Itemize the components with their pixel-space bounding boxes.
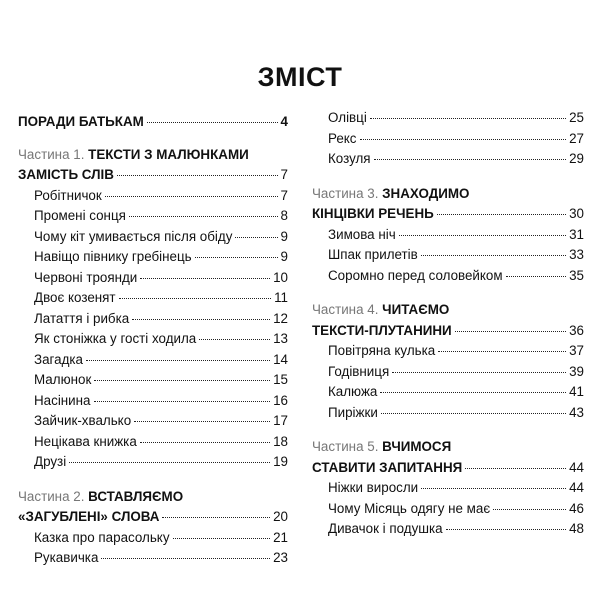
toc-entry-title: Шпак прилетів xyxy=(328,247,418,262)
toc-entry xyxy=(18,370,288,391)
toc-entry-title: Олівці xyxy=(328,110,367,125)
page-title: ЗМІСТ xyxy=(257,62,343,92)
toc-entry-page: 7 xyxy=(280,187,288,203)
toc-entry-page: 35 xyxy=(569,267,584,283)
toc-entry-page: 17 xyxy=(273,413,288,428)
toc-entry-title: Загадка xyxy=(34,351,83,367)
dot-leader xyxy=(129,216,278,217)
toc-entry xyxy=(312,382,584,403)
dot-leader xyxy=(392,372,566,373)
toc-entry-title: Чому кіт умивається після обіду xyxy=(34,228,233,244)
toc-entry xyxy=(312,478,584,499)
toc-entry-title: Ніжки виросли xyxy=(328,480,419,495)
toc-entry xyxy=(18,227,288,248)
toc-entry xyxy=(18,548,288,569)
toc-entry xyxy=(312,341,584,362)
dot-leader xyxy=(438,351,566,352)
part-heading-line2: СТАВИТИ ЗАПИТАННЯ 44 xyxy=(312,459,584,475)
dot-leader xyxy=(455,331,566,332)
toc-entry xyxy=(18,309,288,330)
dot-leader xyxy=(493,509,566,510)
toc-entry-page: 14 xyxy=(273,351,288,367)
part-heading: Частина 5. ВЧИМОСЯ xyxy=(312,439,452,454)
toc-entry-title: Пиріжки xyxy=(328,404,378,420)
continued-list xyxy=(312,108,584,170)
dot-leader xyxy=(119,298,272,299)
part5-list xyxy=(312,478,584,540)
toc-entry-title: Калюжа xyxy=(328,384,378,399)
dot-leader xyxy=(134,421,270,422)
part-heading: Частина 2. ВСТАВЛЯЄМО xyxy=(18,488,184,504)
dot-leader xyxy=(117,175,278,176)
toc-entry-title: Зимова ніч xyxy=(328,226,396,242)
dot-leader xyxy=(195,257,278,258)
toc-entry-page: 25 xyxy=(569,110,584,125)
toc-entry-page: 12 xyxy=(273,310,288,326)
toc-entry xyxy=(312,362,584,383)
dot-leader xyxy=(147,122,278,123)
toc-entry-title: Козуля xyxy=(328,151,371,166)
toc-entry-page: 9 xyxy=(280,249,288,264)
dot-leader xyxy=(140,442,270,443)
toc-entry-title: Малюнок xyxy=(34,372,92,387)
toc-entry-title: Друзі xyxy=(34,454,67,469)
toc-entry xyxy=(18,452,288,473)
dot-leader xyxy=(101,558,270,559)
toc-entry xyxy=(18,206,288,227)
toc-entry-title: Казка про парасольку xyxy=(34,529,170,545)
dot-leader xyxy=(235,237,277,238)
part-heading: Частина 4. ЧИТАЄМО xyxy=(312,302,450,317)
toc-column-left xyxy=(18,108,288,569)
toc-entry-page: 23 xyxy=(273,550,288,565)
toc-entry xyxy=(18,528,288,549)
dot-leader xyxy=(380,392,566,393)
part4-list xyxy=(312,341,584,423)
toc-entry xyxy=(312,245,584,266)
toc-entry-page: 11 xyxy=(274,290,288,305)
toc-entry-title: Зайчик-хвалько xyxy=(34,413,132,428)
toc-entry xyxy=(312,519,584,540)
dot-leader xyxy=(94,401,271,402)
toc-column-right xyxy=(312,108,584,540)
dot-leader xyxy=(162,517,270,518)
part-heading: Частина 3. ЗНАХОДИМО xyxy=(312,185,470,201)
toc-entry-title: Чому Місяць одягу не має xyxy=(328,500,491,516)
toc-entry-title: Годівниця xyxy=(328,363,390,379)
toc-entry xyxy=(18,247,288,268)
toc-entry-page: 48 xyxy=(569,521,584,536)
toc-entry-title: Як стоніжка у гості ходила xyxy=(34,331,197,346)
dot-leader xyxy=(94,380,270,381)
part-heading-line2: «ЗАГУБЛЕНІ» СЛОВА 20 xyxy=(18,509,288,524)
toc-entry-page: 44 xyxy=(569,480,584,495)
toc-entry-title: Робітничок xyxy=(34,187,102,203)
dot-leader xyxy=(465,468,566,469)
toc-entry-page: 46 xyxy=(569,500,584,516)
toc-entry-title: Латаття і рибка xyxy=(34,310,130,326)
toc-entry xyxy=(18,329,288,350)
part2-list xyxy=(18,528,288,569)
toc-entry-page: 16 xyxy=(273,392,288,408)
toc-entry xyxy=(18,391,288,412)
toc-entry-page: 27 xyxy=(569,130,584,146)
dot-leader xyxy=(381,413,566,414)
toc-entry-page: 31 xyxy=(569,226,584,242)
toc-entry xyxy=(312,225,584,246)
part3-list xyxy=(312,225,584,287)
toc-entry-page: 21 xyxy=(273,529,288,545)
toc-entry-page: 37 xyxy=(569,343,584,358)
dot-leader xyxy=(132,319,270,320)
dot-leader xyxy=(360,139,567,140)
dot-leader xyxy=(437,214,566,215)
part-heading-line2: КІНЦІВКИ РЕЧЕНЬ 30 xyxy=(312,206,584,221)
toc-entry-title: Соромно перед соловейком xyxy=(328,267,503,283)
toc-entry-title: Рукавичка xyxy=(34,550,99,565)
toc-entry xyxy=(312,403,584,424)
toc-entry-page: 15 xyxy=(273,372,288,387)
toc-entry-page: 9 xyxy=(280,228,288,244)
dot-leader xyxy=(140,278,270,279)
dot-leader xyxy=(421,488,566,489)
part1-list xyxy=(18,186,288,473)
toc-entry xyxy=(18,186,288,207)
dot-leader xyxy=(374,159,567,160)
toc-entry xyxy=(312,108,584,129)
toc-entry-title: Навіщо півнику гребінець xyxy=(34,249,192,264)
dot-leader xyxy=(370,118,566,119)
toc-entry-page: 13 xyxy=(273,331,288,346)
toc-entry-title: Дивачок і подушка xyxy=(328,521,443,536)
dot-leader xyxy=(421,255,566,256)
toc-entry xyxy=(18,288,288,309)
toc-entry-title: Двоє козенят xyxy=(34,290,116,305)
toc-entry-page: 33 xyxy=(569,247,584,262)
toc-entry-page: 10 xyxy=(273,269,288,285)
toc-entry-title: Повітряна кулька xyxy=(328,343,436,358)
toc-entry-title: Промені сонця xyxy=(34,208,126,223)
dot-leader xyxy=(446,529,566,530)
part-heading-line2: ТЕКСТИ-ПЛУТАНИНИ 36 xyxy=(312,322,584,338)
dot-leader xyxy=(86,360,270,361)
dot-leader xyxy=(173,538,271,539)
toc-entry-title: Нецікава книжка xyxy=(34,433,137,449)
toc-entry xyxy=(312,266,584,287)
toc-entry-page: 43 xyxy=(569,404,584,420)
dot-leader xyxy=(199,339,270,340)
toc-entry-title: Насінина xyxy=(34,392,91,408)
toc-entry-page: 19 xyxy=(273,454,288,469)
toc-entry xyxy=(18,432,288,453)
toc-entry-title: Рекс xyxy=(328,130,357,146)
dot-leader xyxy=(69,462,270,463)
dot-leader xyxy=(506,276,567,277)
toc-entry xyxy=(18,411,288,432)
toc-entry-page: 39 xyxy=(569,363,584,379)
toc-entry xyxy=(312,499,584,520)
toc-entry-page: 18 xyxy=(273,433,288,449)
toc-entry-page: 41 xyxy=(569,384,584,399)
dot-leader xyxy=(105,196,278,197)
dot-leader xyxy=(399,235,566,236)
toc-entry-page: 29 xyxy=(569,151,584,166)
toc-entry xyxy=(18,350,288,371)
toc-entry-title: Червоні троянди xyxy=(34,269,138,285)
toc-entry xyxy=(312,149,584,170)
part-heading-line2: ЗАМІСТЬ СЛІВ 7 xyxy=(18,167,288,182)
toc-entry-parents-advice: ПОРАДИ БАТЬКАМ 4 xyxy=(18,114,288,129)
toc-entry xyxy=(18,268,288,289)
toc-entry-page: 8 xyxy=(280,208,288,223)
toc-entry xyxy=(312,129,584,150)
part-heading: Частина 1. ТЕКСТИ З МАЛЮНКАМИ xyxy=(18,146,249,162)
